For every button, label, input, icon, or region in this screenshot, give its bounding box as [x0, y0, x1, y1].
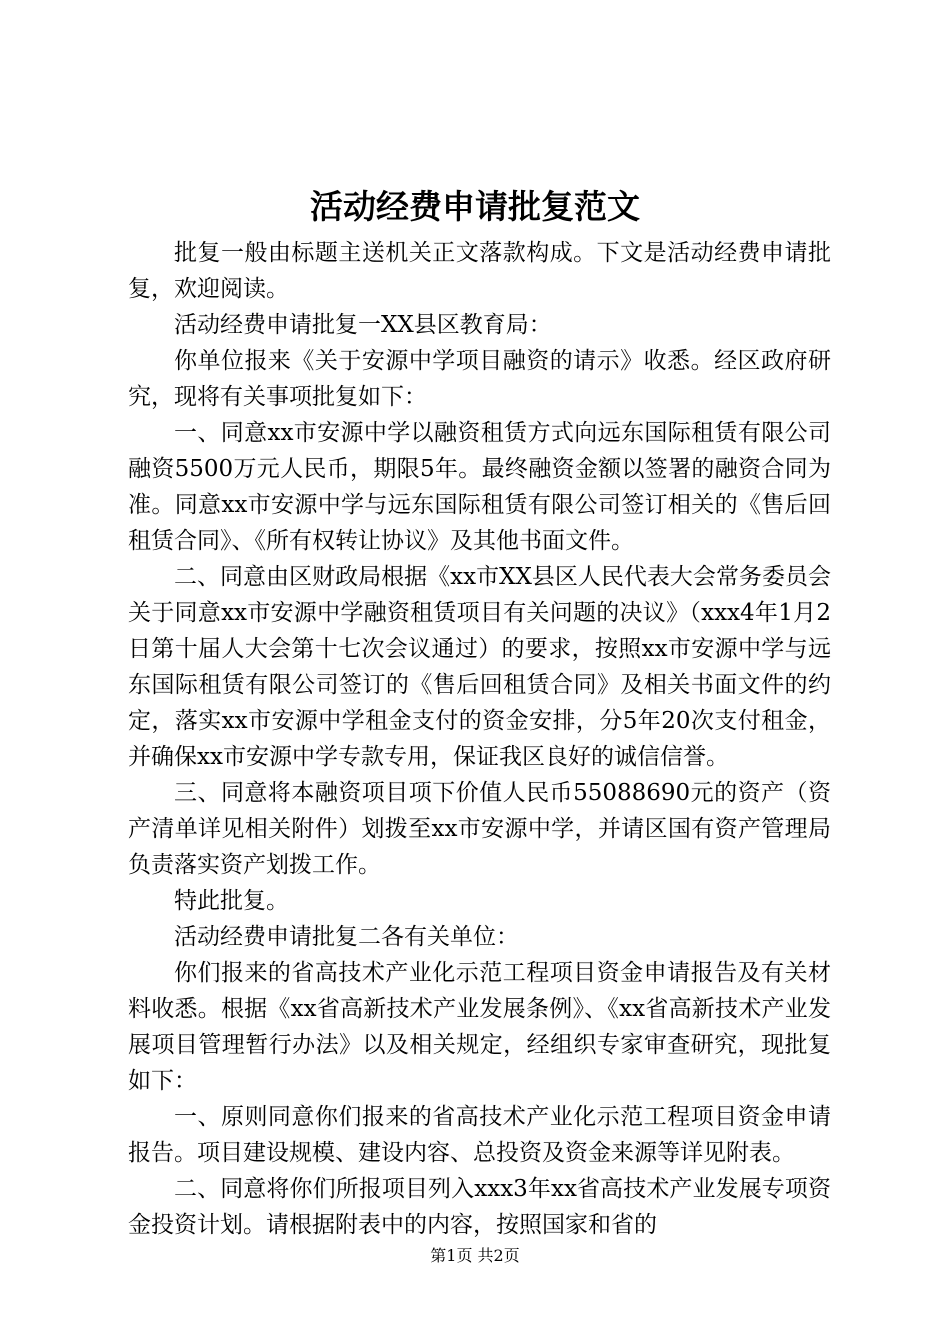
paragraph-reply-two-opening: 你们报来的省高技术产业化示范工程项目资金申请报告及有关材料收悉。根据《xx省高新技术产业发展条例》、《xx省高新技术产业发展项目管理暂行办法》以及相关规定，经组织专家审查研究，现批复如下：	[128, 960, 831, 1094]
paragraph-reply-one-heading: 活动经费申请批复一XX县区教育局：	[174, 312, 552, 338]
document-body	[128, 235, 831, 1243]
paragraph-reply-one-opening: 你单位报来《关于安源中学项目融资的请示》收悉。经区政府研究，现将有关事项批复如下：	[128, 348, 831, 410]
page-footer: 第1页 共2页	[430, 1246, 520, 1265]
paragraph-intro: 批复一般由标题主送机关正文落款构成。下文是活动经费申请批复，欢迎阅读。	[128, 240, 831, 302]
paragraph-reply-two-item-two: 二、同意将你们所报项目列入xxx3年xx省高技术产业发展专项资金投资计划。请根据附表中的内容，按照国家和省的	[128, 1176, 831, 1238]
paragraph-item-one: 一、同意xx市安源中学以融资租赁方式向远东国际租赁有限公司融资5500万元人民币，期限5年。最终融资金额以签署的融资合同为准。同意xx市安源中学与远东国际租赁有限公司签订相关的《售后回租赁合同》、《所有权转让协议》及其他书面文件。	[128, 420, 831, 554]
paragraph-closing: 特此批复。	[174, 888, 289, 914]
document-title: 活动经费申请批复范文	[310, 187, 640, 226]
paragraph-item-three: 三、同意将本融资项目项下价值人民币55088690元的资产（资产清单详见相关附件）划拨至xx市安源中学，并请区国有资产管理局负责落实资产划拨工作。	[128, 780, 831, 878]
paragraph-item-two: 二、同意由区财政局根据《xx市XX县区人民代表大会常务委员会关于同意xx市安源中学融资租赁项目有关问题的决议》（xxx4年1月2日第十届人大会第十七次会议通过）的要求，按照xx市安源中学与远东国际租赁有限公司签订的《售后回租赁合同》及相关书面文件的约定，落实xx市安源中学租金支付的资金安排，分5年20次支付租金，并确保xx市安源中学专款专用，保证我区良好的诚信信誉。	[128, 564, 831, 770]
paragraph-reply-two-heading: 活动经费申请批复二各有关单位：	[174, 924, 519, 950]
paragraph-reply-two-item-one: 一、原则同意你们报来的省高技术产业化示范工程项目资金申请报告。项目建设规模、建设内容、总投资及资金来源等详见附表。	[128, 1104, 831, 1166]
